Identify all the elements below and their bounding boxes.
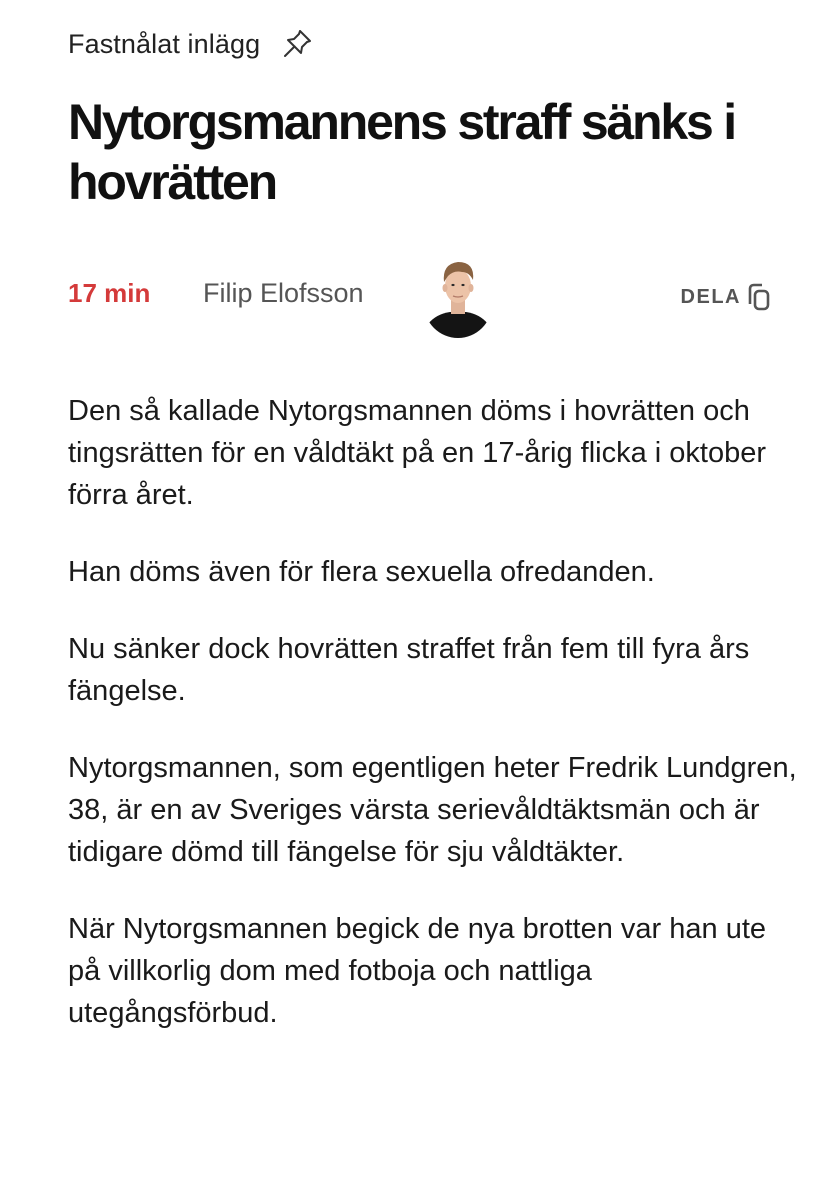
article-paragraph: När Nytorgsmannen begick de nya brotten var han ute på villkorlig dom med fotboja och nattliga utegångsförbud. [68, 913, 767, 1029]
pushpin-icon [280, 27, 314, 61]
article-paragraph: Nytorgsmannen, som egentligen heter Fredrik Lundgren, 38, är en av Sveriges värsta serievåldtäktsmän och är tidigare dömd till fängelse för sju våldtäkter. [68, 752, 797, 868]
pinned-post-indicator [68, 22, 314, 66]
author-avatar[interactable] [424, 250, 492, 338]
article-paragraph: Den så kallade Nytorgsmannen döms i hovrätten och tingsrätten för en våldtäkt på en 17-årig flicka i oktober förra året. [68, 395, 766, 511]
share-button[interactable] [681, 282, 773, 312]
share-label: DELA [680, 285, 741, 308]
article-paragraph: Han döms även för flera sexuella ofredanden. [68, 556, 655, 588]
article-paragraph: Nu sänker dock hovrätten straffet från fem till fyra års fängelse. [68, 633, 750, 707]
byline [68, 250, 773, 340]
article-body [68, 390, 798, 1069]
article-headline: Nytorgsmannens straff sänks i hovrätten [68, 94, 735, 210]
pinned-label: Fastnålat inlägg [68, 28, 261, 59]
copy-icon [745, 282, 773, 312]
author-name[interactable]: Filip Elofsson [203, 278, 364, 308]
read-time: 17 min [68, 278, 151, 308]
